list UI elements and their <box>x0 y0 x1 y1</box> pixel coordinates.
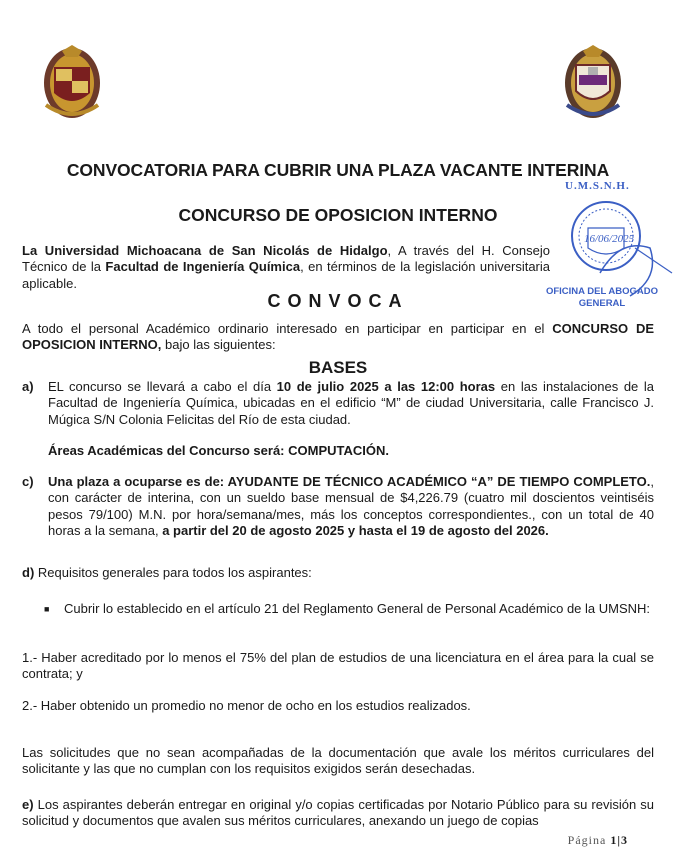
footer-total: 3 <box>621 833 628 847</box>
item-a-date: 10 de julio 2025 a las 12:00 horas <box>276 379 496 394</box>
subtitle: CONCURSO DE OPOSICION INTERNO <box>178 205 498 225</box>
item-d <box>22 565 654 581</box>
item-e-text: Los aspirantes deberán entregar en original y/o copias certificadas por Notario Público para su revisión su solicitud y documentos que avalen sus méritos curriculares, anexando un juego de copias <box>22 797 654 829</box>
requirement-1: 1.- Haber acreditado por lo menos el 75% del plan de estudios de una licenciatura en el área para la cual se contrata; y <box>22 650 654 682</box>
intro-paragraph <box>22 243 550 292</box>
call-text-1: A todo el personal Académico ordinario interesado en participar en participar en el <box>22 321 553 336</box>
page-footer <box>568 833 628 848</box>
areas-line: Áreas Académicas del Concurso será: COMPUTACIÓN. <box>48 443 389 458</box>
item-c <box>22 474 654 540</box>
requirement-2: 2.- Haber obtenido un promedio no menor de ocho en los estudios realizados. <box>22 698 471 713</box>
footer-page: 1 <box>610 833 618 847</box>
item-a <box>22 379 654 428</box>
footer-sep: | <box>617 833 621 847</box>
bullet-item <box>44 601 654 617</box>
item-a-marker: a) <box>22 379 34 394</box>
item-a-text-1: EL concurso se llevará a cabo el día <box>48 379 277 394</box>
item-a-text-2: en las instalaciones de la Facultad de Ingeniería Química, ubicadas en el edificio “M” de ciudad Universitaria, calle Francisco J. Múgica S/N Colonia Felicitas del Río de esta ciudad. <box>48 379 655 427</box>
item-c-text: , con carácter de interina, con un sueldo base mensual de $4,226.79 (cuatro mil doscientos veintiséis pesos 79/100) M.N. por hora/semana/mes, más los conceptos correspondientes., con un total de 40 horas a la semana, <box>48 474 654 539</box>
intro-university: La Universidad Michoacana de San Nicolás de Hidalgo <box>22 243 388 258</box>
bullet-text: Cubrir lo establecido en el artículo 21 del Reglamento General de Personal Académico de la UMSNH: <box>64 601 651 616</box>
call-contest: CONCURSO DE OPOSICION INTERNO, <box>22 321 654 353</box>
university-crest-left <box>42 45 102 121</box>
item-c-position: Una plaza a ocuparse es de: AYUDANTE DE TÉCNICO ACADÉMICO “A” DE TIEMPO COMPLETO. <box>48 474 651 489</box>
bullet-icon: ■ <box>44 604 50 614</box>
stamp-bottom-line-1: OFICINA DEL ABOGADO <box>545 286 659 297</box>
stamp-bottom-line-2: GENERAL <box>578 298 626 309</box>
stamp-date: 16/06/2025 <box>584 233 635 245</box>
convoca-heading: CONVOCA <box>267 291 409 311</box>
intro-faculty: Facultad de Ingeniería Química <box>105 259 301 275</box>
call-paragraph <box>22 321 654 354</box>
stamp-top-text: U.M.S.N.H. <box>565 180 630 192</box>
item-e <box>22 797 654 830</box>
intro-text-2: , en términos de la legislación universitaria aplicable. <box>22 259 550 291</box>
item-e-marker: e) <box>22 797 34 812</box>
main-title: CONVOCATORIA PARA CUBRIR UNA PLAZA VACANTE INTERINA <box>66 160 610 180</box>
footer-label: Página <box>567 833 607 847</box>
notice-paragraph: Las solicitudes que no sean acompañadas de la documentación que avale los méritos curriculares del solicitante y las que no cumplan con los requisitos exigidos serán desechadas. <box>22 745 654 777</box>
item-c-marker: c) <box>22 474 34 489</box>
item-d-text: Requisitos generales para todos los aspirantes: <box>34 565 312 580</box>
intro-text-1: , A través del H. Consejo Técnico de la <box>22 243 550 275</box>
item-c-period: a partir del 20 de agosto 2025 y hasta el 19 de agosto del 2026. <box>162 523 549 539</box>
bases-heading: BASES <box>308 358 368 377</box>
faculty-crest-right <box>563 45 623 121</box>
call-text-2: bajo las siguientes: <box>161 337 276 353</box>
item-d-marker: d) <box>22 565 35 580</box>
